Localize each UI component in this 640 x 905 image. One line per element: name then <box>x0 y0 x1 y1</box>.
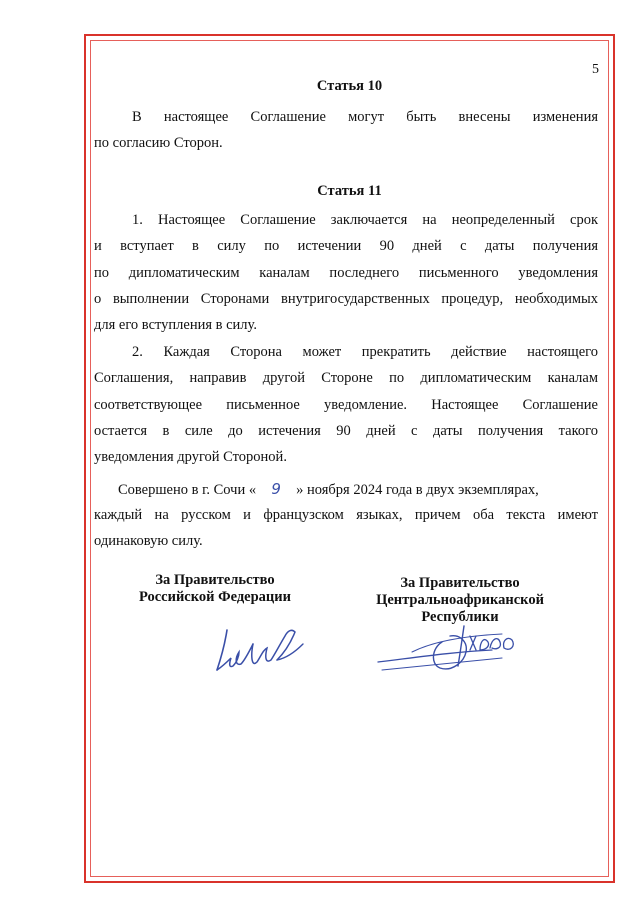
filled-day: 9 <box>271 480 281 498</box>
text-line: для его вступления в силу. <box>94 317 257 334</box>
text-line: В настоящее Соглашение могут быть внесены изменения <box>132 109 598 125</box>
article-11-paragraph-1 <box>94 207 598 338</box>
closing-suffix: » ноября 2024 года в двух экземплярах, <box>296 482 539 498</box>
text-line: по дипломатическим каналам последнего письменного уведомления <box>94 264 598 281</box>
text-line: 2. Каждая Сторона может прекратить действие настоящего <box>132 344 598 360</box>
text-line: соответствующее письменное уведомление. Настоящее Соглашение <box>94 396 598 413</box>
text-line: и вступает в силу по истечении 90 дней с даты получения <box>94 238 598 255</box>
signatory-left-line-2: Российской Федерации <box>138 589 291 605</box>
article-10-text <box>94 104 598 157</box>
article-10-title: Статья 10 <box>316 78 383 94</box>
text-line: уведомления другой Стороной. <box>94 449 287 466</box>
signatory-left-line-1: За Правительство <box>155 572 275 588</box>
article-11-paragraph-2 <box>94 339 598 470</box>
page-number: 5 <box>592 62 599 77</box>
closing-clause <box>94 476 598 503</box>
closing-prefix: Совершено в г. Сочи « <box>118 482 257 498</box>
signatory-right-line-1: За Правительство <box>400 575 520 591</box>
closing-text <box>94 502 598 555</box>
text-line: Соглашения, направив другой Стороне по дипломатическим каналам <box>94 370 598 387</box>
text-line: по согласию Сторон. <box>94 135 223 152</box>
text-line: каждый на русском и французском языках, причем оба текста имеют <box>94 507 598 523</box>
signatory-right-line-3: Республики <box>421 609 499 625</box>
text-line: 1. Настоящее Соглашение заключается на неопределенный срок <box>132 212 598 228</box>
article-11-title: Статья 11 <box>317 183 382 199</box>
text-line: остается в силе до истечения 90 дней с даты получения такого <box>94 422 598 439</box>
signatory-right-line-2: Центральноафриканской <box>376 592 544 608</box>
signature-left <box>205 618 315 678</box>
text-line: одинаковую силу. <box>94 533 203 550</box>
text-line: о выполнении Сторонами внутригосударственных процедур, необходимых <box>94 290 598 307</box>
signatory-left <box>120 572 310 606</box>
signature-right <box>372 612 522 687</box>
